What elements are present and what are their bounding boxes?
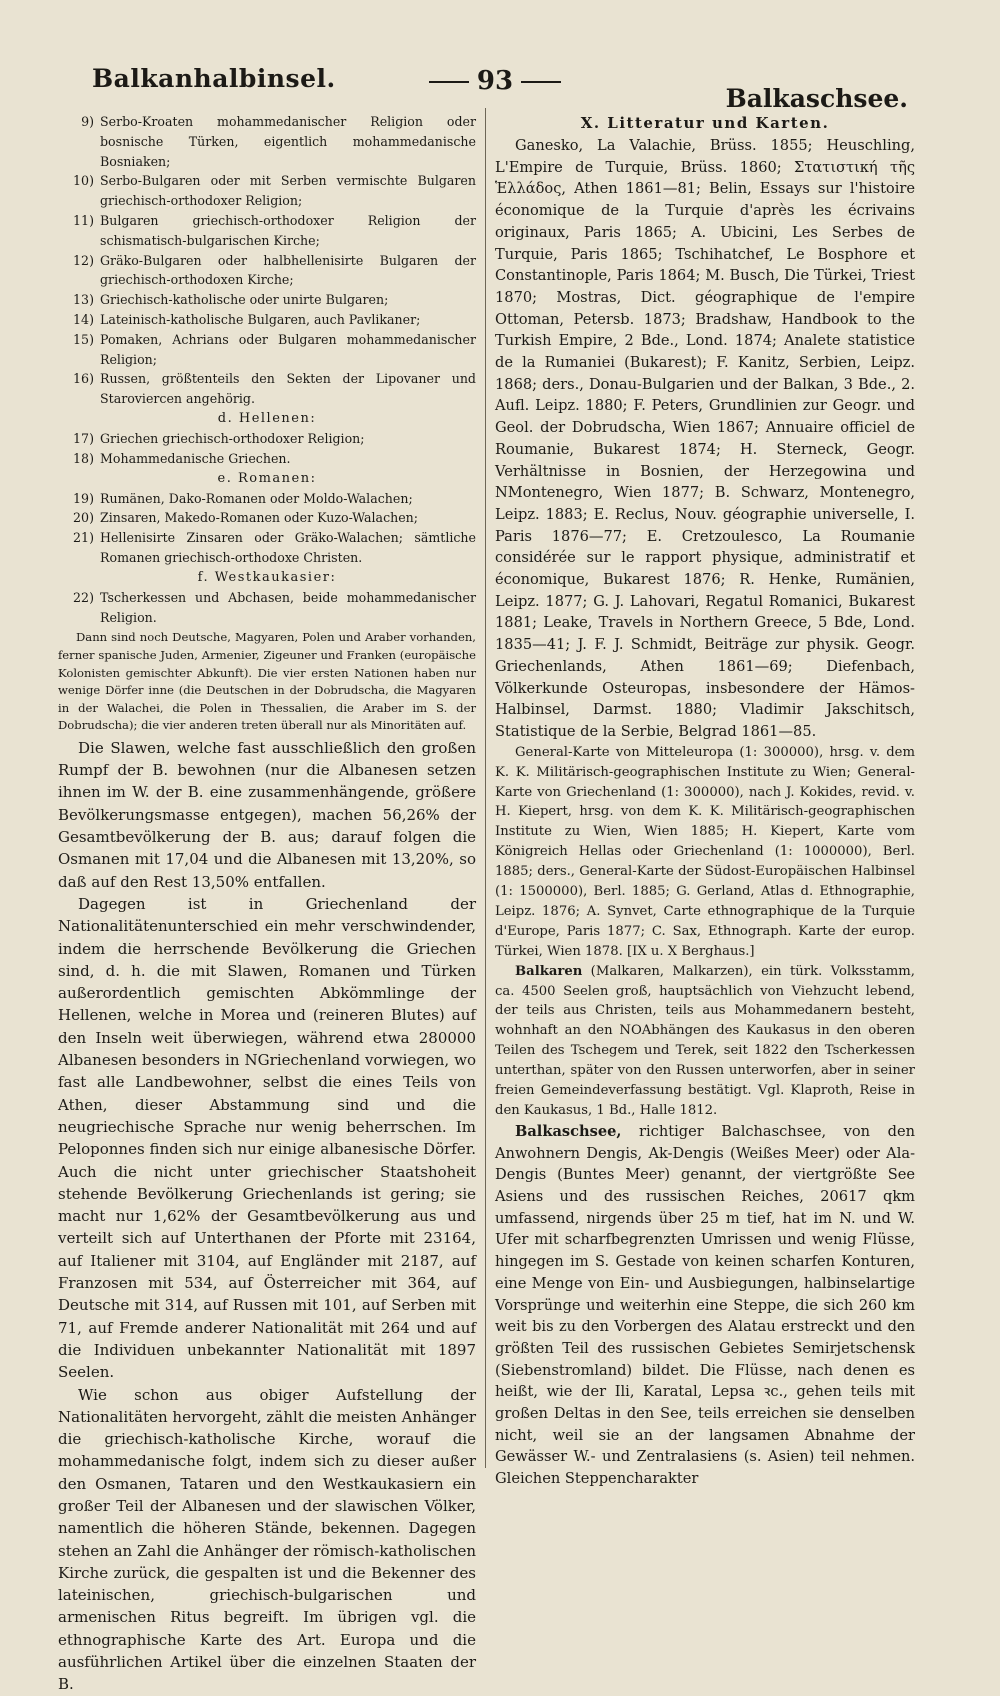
entry-body: richtiger Balchaschsee, von den Anwohnern Dengis, Ak-Dengis (Weißes Meer) oder Ala-Dengis (Buntes Meer) genannt, der viertgrößte See Asiens und des russischen Reiches, 20617 qkm umfassend, nirgends über 25 m tief, hat im N. und W. Ufer mit scharfbegrenzten Umrissen und wenig Flüsse, hingegen im S. Gestade von keinen scharfen Konturen, eine Menge von Ein- und Ausbiegungen, halbinselartige Vorsprünge und weiterhin eine Steppe, die sich 260 km weit bis zu den Vorbergen des Alatau erstreckt und den größten Teil des russischen Gebietes Semirjetschensk (Siebenstromland) bildet. Die Flüsse, nach denen es heißt, wie der Ili, Karatal, Lepsa ꝛc., gehen teils mit großen Deltas in den See, teils erreichen sie denselben nicht, weil sie an der langsamen Abnahme der Gewässer W.- und Zentralasiens (s. Asien) teil nehmen. Gleichen Steppencharakter bbox=[495, 1122, 915, 1488]
list-number: 19) bbox=[73, 490, 94, 506]
entry-balkaschsee bbox=[495, 1121, 915, 1490]
subheading-romanen: e. Romanen: bbox=[217, 470, 317, 486]
list-item bbox=[58, 429, 476, 449]
maps-paragraph: General-Karte von Mitteleuropa (1: 300000), hrsg. v. dem K. K. Militärisch-geographischen Institute zu Wien; General-Karte von Griechenland (1: 300000), nach J. Kokides, revid. v. H. Kiepert, hrsg. von dem K. K. Militärisch-geographischen Institute zu Wien, Wien 1885; H. Kiepert, Karte vom Königreich Hellas oder Griechenland (1: 1000000), Berl. 1885; ders., General-Karte der Südost-Europäischen Halbinsel (1: 1500000), Berl. 1885; G. Gerland, Atlas d. Ethnographie, Leipz. 1876; A. Synvet, Carte ethnographique de la Turquie d'Europe, Paris 1877; C. Sax, Ethnograph. Karte der europ. Türkei, Wien 1878. [IX u. X Berghaus.] bbox=[495, 744, 915, 959]
list-text: Russen, größtenteils den Sekten der Lipovaner und Staroviercen angehörig. bbox=[100, 371, 476, 407]
list-item bbox=[58, 251, 476, 291]
page-number-block bbox=[415, 66, 575, 96]
paragraph-religion: Wie schon aus obiger Aufstellung der Nationalitäten hervorgeht, zählt die meisten Anhänger die griechisch-katholische Kirche, worauf die mohammedanische folgt, indem sich zu dieser außer den Osmanen, Tataren und den Westkaukasiern ein großer Teil der Albanesen und der slawischen Völker, namentlich die höheren Stände, bekennen. Dagegen stehen an Zahl die Anhänger der römisch-katholischen Kirche zurück, die gespalten ist und die Bekenner des lateinischen, griechisch-bulgarischen und armenischen Ritus begreift. Im übrigen vgl. die ethnographische Karte des Art. Europa und die ausführlichen Artikel über die einzelnen Staaten der B. bbox=[58, 1385, 476, 1694]
list-item bbox=[58, 508, 476, 528]
running-head-left: Balkanhalbinsel. bbox=[92, 64, 336, 93]
list-text: Lateinisch-katholische Bulgaren, auch Pavlikaner; bbox=[100, 311, 421, 327]
list-number: 22) bbox=[73, 589, 94, 605]
subheading-hellenen: d. Hellenen: bbox=[217, 410, 317, 426]
list-text: Tscherkessen und Abchasen, beide mohammedanischer Religion. bbox=[100, 589, 476, 625]
list-text: Griechisch-katholische oder unirte Bulgaren; bbox=[100, 292, 389, 308]
list-item bbox=[58, 369, 476, 409]
list-number: 14) bbox=[73, 311, 94, 327]
list-item bbox=[58, 310, 476, 330]
list-number: 21) bbox=[73, 530, 94, 546]
list-number: 17) bbox=[73, 430, 94, 446]
header-rule-left bbox=[429, 81, 469, 83]
nationality-list-e bbox=[58, 489, 476, 568]
list-text: Hellenisirte Zinsaren oder Gräko-Walachen; sämtliche Romanen griechisch-orthodoxe Christen. bbox=[100, 530, 476, 565]
list-text: Serbo-Kroaten mohammedanischer Religion oder bosnische Türken, eigentlich mohammedanische Bosniaken; bbox=[100, 114, 476, 169]
section-title: X. Litteratur und Karten. bbox=[580, 114, 830, 132]
list-number: 12) bbox=[73, 252, 94, 268]
list-text: Pomaken, Achrians oder Bulgaren mohammedanischer Religion; bbox=[100, 331, 476, 367]
paragraph-slawen: Die Slawen, welche fast ausschließlich den großen Rumpf der B. bewohnen (nur die Albanesen setzen ihnen im W. der B. eine zusammenhängende, größere Bevölkerungsmasse entgegen), machen 56,26% der Gesamtbevölkerung der B. aus; darauf folgen die Osmanen mit 17,04 und die Albanesen mit 13,20%, so daß auf den Rest 13,50% entfallen. bbox=[58, 738, 476, 891]
list-number: 10) bbox=[73, 173, 94, 189]
literature-paragraph: Ganesko, La Valachie, Brüss. 1855; Heuschling, L'Empire de Turquie, Brüss. 1860; Στατιστική τῆς Ἑλλάδος, Athen 1861—81; Belin, Essays sur l'histoire économique de la Turquie d'après les écrivains originaux, Paris 1865; A. Ubicini, Les Serbes de Turquie, Paris 1865; Tschihatchef, Le Bosphore et Constantinople, Paris 1864; M. Busch, Die Türkei, Triest 1870; Mostras, Dict. géographique de l'empire Ottoman, Petersb. 1873; Bradshaw, Handbook to the Turkish Empire, 2 Bde., Lond. 1874; Analete statistice de la Rumaniei (Bukarest); F. Kanitz, Serbien, Leipz. 1868; ders., Donau-Bulgarien und der Balkan, 3 Bde., 2. Aufl. Leipz. 1880; F. Peters, Grundlinien zur Geogr. und Geol. der Dobrudscha, Wien 1867; Annuaire officiel de Roumanie, Bukarest 1874; H. Sterneck, Geogr. Verhältnisse in Bosnien, der Herzegowina und NMontenegro, Wien 1877; B. Schwarz, Montenegro, Leipz. 1883; E. Reclus, Nouv. géographie universelle, I. Paris 1876—77; E. Cretzoulesco, La Roumanie considérée sur le rapport physique, administratif et économique, Bukarest 1876; R. Henke, Rumänien, Leipz. 1877; G. J. Lahovari, Regatul Romanici, Bukarest 1881; Leake, Travels in Northern Greece, 5 Bde, Lond. 1835—41; J. F. J. Schmidt, Beiträge zur physik. Geogr. Griechenlands, Athen 1861—69; Diefenbach, Völkerkunde Osteuropas, insbesondere der Hämos-Halbinsel, Darmst. 1880; Vladimir Jakschitsch, Statistique de la Serbie, Belgrad 1861—85. bbox=[495, 137, 915, 740]
entry-headword: Balkaschsee, bbox=[515, 1122, 622, 1140]
left-column bbox=[58, 112, 476, 1694]
list-item bbox=[58, 528, 476, 568]
nationality-list-c bbox=[58, 112, 476, 409]
nationality-list-f bbox=[58, 588, 476, 628]
list-number: 20) bbox=[73, 510, 94, 526]
list-number: 9) bbox=[81, 114, 94, 129]
list-text: Mohammedanische Griechen. bbox=[100, 450, 291, 466]
page-number: 93 bbox=[476, 66, 514, 96]
list-item bbox=[58, 211, 476, 251]
paragraph-griechenland: Dagegen ist in Griechenland der Nationalitätenunterschied ein mehr verschwindender, indem die herrschende Bevölkerung die Griechen sind, d. h. die mit Slawen, Romanen und Türken außerordentlich gemischten Abkömmlinge der Hellenen, welche in Morea und (reineren Blutes) auf den Inseln weit überwiegen, während etwa 280000 Albanesen besonders in NGriechenland vorwiegen, wo fast alle Landbewohner, selbst die eines Teils von Athen, dieser Abstammung sind und die neugriechische Sprache nur wenig beherrschen. Im Peloponnes finden sich nur einige albanesische Dörfer. Auch die nicht unter griechischer Staatshoheit stehende Bevölkerung Griechenlands ist gering; sie macht nur 1,62% der Gesamtbevölkerung aus und verteilt sich auf Unterthanen der Pforte mit 23164, auf Italiener mit 3104, auf Engländer mit 2187, auf Franzosen mit 534, auf Österreicher mit 364, auf Deutsche mit 314, auf Russen mit 101, auf Serben mit 71, auf Fremde anderer Nationalität mit 264 und auf die Individuen unbekannter Nationalität mit 1897 Seelen. bbox=[58, 894, 476, 1382]
list-item bbox=[58, 588, 476, 628]
entry-balkaren bbox=[495, 962, 915, 1121]
subheading-westkaukasier: f. Westkaukasier: bbox=[197, 569, 337, 585]
list-number: 18) bbox=[73, 450, 94, 466]
running-head-right: Balkaschsee. bbox=[725, 84, 908, 113]
list-text: Rumänen, Dako-Romanen oder Moldo-Walachen; bbox=[100, 490, 413, 506]
list-text: Griechen griechisch-orthodoxer Religion; bbox=[100, 430, 365, 446]
list-item bbox=[58, 489, 476, 509]
list-number: 11) bbox=[73, 212, 94, 228]
list-item bbox=[58, 171, 476, 211]
list-number: 13) bbox=[73, 292, 94, 308]
right-column bbox=[495, 112, 915, 1507]
list-text: Zinsaren, Makedo-Romanen oder Kuzo-Walachen; bbox=[100, 510, 419, 526]
minorities-note: Dann sind noch Deutsche, Magyaren, Polen und Araber vorhanden, ferner spanische Juden, Armenier, Zigeuner und Franken (europäische Kolonisten gemischter Abkunft). Die vier ersten Nationen haben nur wenige Dörfer inne (die Deutschen in der Dobrudscha, die Magyaren in der Walachei, die Polen in Thessalien, die Araber im S. der Dobrudscha); die vier anderen treten überall nur als Minoritäten auf. bbox=[58, 630, 476, 733]
header-rule-right bbox=[521, 81, 561, 83]
list-text: Serbo-Bulgaren oder mit Serben vermischte Bulgaren griechisch-orthodoxer Religion; bbox=[100, 173, 476, 209]
nationality-list-d bbox=[58, 429, 476, 469]
entry-body: (Malkaren, Malkarzen), ein türk. Volksstamm, ca. 4500 Seelen groß, hauptsächlich von Viehzucht lebend, der teils aus Christen, teils aus Mohammedanern besteht, wohnhaft an den NOAbhängen des Kaukasus in den oberen Teilen des Tschegem und Terek, seit 1822 den Tscherkessen unterthan, später von den Russen unterworfen, aber in seiner freien Gemeindeverfassung bestätigt. Vgl. Klaproth, Reise in den Kaukasus, 1 Bd., Halle 1812. bbox=[495, 963, 915, 1118]
list-item bbox=[58, 112, 476, 171]
list-item bbox=[58, 330, 476, 370]
list-text: Bulgaren griechisch-orthodoxer Religion der schismatisch-bulgarischen Kirche; bbox=[100, 212, 476, 248]
entry-headword: Balkaren bbox=[515, 963, 583, 979]
list-item bbox=[58, 290, 476, 310]
list-text: Gräko-Bulgaren oder halbhellenisirte Bulgaren der griechisch-orthodoxen Kirche; bbox=[100, 252, 476, 288]
list-number: 15) bbox=[73, 331, 94, 347]
list-number: 16) bbox=[73, 371, 94, 387]
column-divider bbox=[485, 108, 486, 1468]
list-item bbox=[58, 449, 476, 469]
